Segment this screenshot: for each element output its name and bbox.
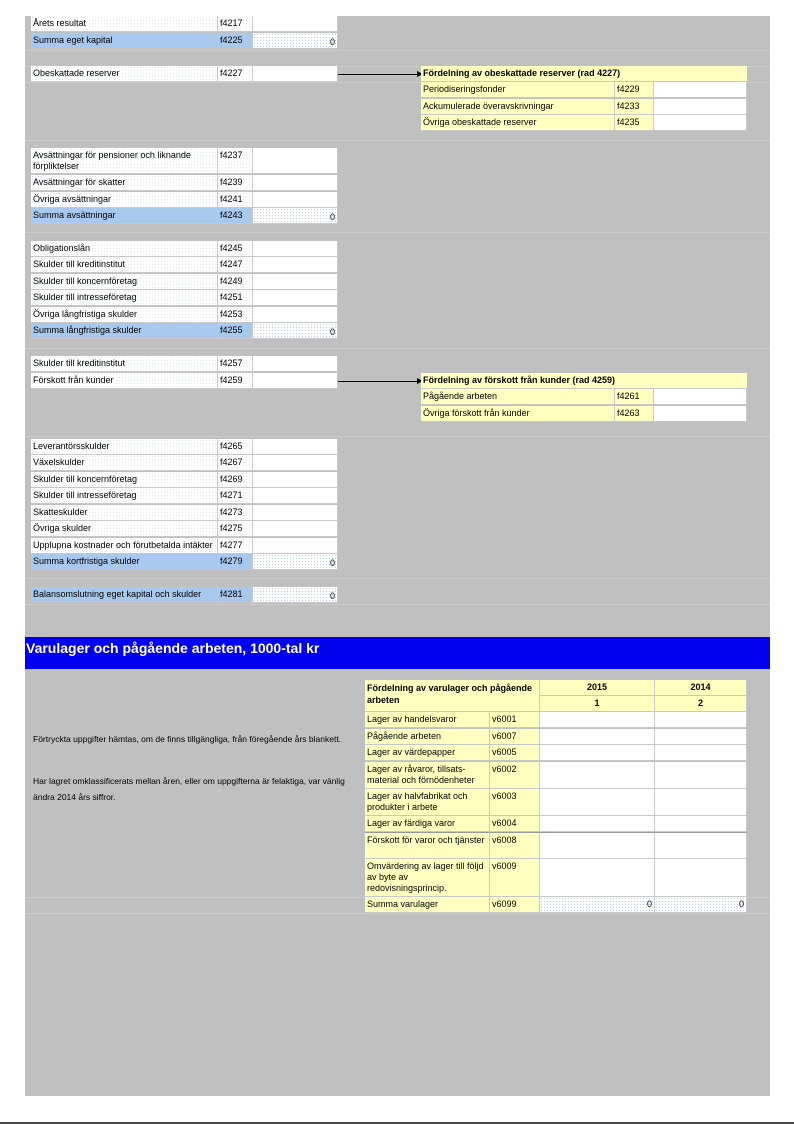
value-input[interactable]: [253, 148, 338, 174]
value-input[interactable]: [253, 521, 338, 537]
row-code: f4269: [218, 472, 253, 488]
row-label: Omvärdering av lager till följd av byte av redovisningsprincip.: [365, 859, 490, 897]
row-code: f4245: [218, 241, 253, 257]
value-input-2015[interactable]: [540, 729, 655, 745]
sum-value: 0: [253, 323, 338, 339]
row-code: f4255: [218, 323, 253, 339]
row-upplupna-kostnader: [31, 538, 338, 554]
row-code: v6007: [490, 729, 540, 745]
row-label: Växelskulder: [31, 455, 218, 471]
row-kortfristig-koncernforetag: [31, 472, 338, 488]
row-label: Avsättningar för skatter: [31, 175, 218, 191]
value-input[interactable]: [253, 192, 338, 208]
row-label: Skulder till kreditinstitut: [31, 356, 218, 372]
row-code: f4251: [218, 290, 253, 306]
row-code: f4263: [615, 406, 654, 422]
sum-value: 0: [253, 33, 338, 49]
row-summa-langfristiga: [31, 323, 338, 339]
value-input[interactable]: [253, 455, 338, 471]
value-input[interactable]: [253, 373, 338, 389]
row-label: Obligationslån: [31, 241, 218, 257]
row-ovriga-avsattningar: [31, 192, 338, 208]
row-label: Övriga obeskattade reserver: [421, 115, 615, 131]
value-input-2015[interactable]: [540, 789, 655, 816]
row-label: Lager av halvfabrikat och produkter i arbete: [365, 789, 490, 816]
row-code: f4281: [218, 587, 253, 603]
row-kortfristig-kreditinstitut: [31, 356, 338, 372]
row-label: Övriga långfristiga skulder: [31, 307, 218, 323]
row-code: v6099: [490, 897, 540, 913]
row-code: f4253: [218, 307, 253, 323]
row-label: Summa långfristiga skulder: [31, 323, 218, 339]
row-code: v6002: [490, 762, 540, 789]
value-input-2014[interactable]: [655, 762, 747, 789]
row-summa-eget-kapital: [31, 33, 338, 49]
row-label: Lager av värdepapper: [365, 745, 490, 761]
value-input[interactable]: [253, 439, 338, 455]
row-code: v6001: [490, 712, 540, 728]
row-separator: [25, 348, 770, 349]
row-label: Obeskattade reserver: [31, 66, 218, 82]
row-code: f4217: [218, 16, 253, 32]
value-input[interactable]: [654, 115, 747, 131]
row-code: f4271: [218, 488, 253, 504]
row-label: Ackumulerade överavskrivningar: [421, 99, 615, 115]
row-skatteskulder: [31, 505, 338, 521]
advances-box-title: Fördelning av förskott från kunder (rad 4259): [421, 373, 747, 389]
row-inv-pagaende-arbeten: [365, 729, 747, 745]
row-label: Skulder till intresseföretag: [31, 290, 218, 306]
row-separator: [25, 50, 770, 51]
row-lager-handelsvaror: [365, 712, 747, 728]
row-summa-avsattningar: [31, 208, 338, 224]
row-label: Periodiseringsfonder: [421, 82, 615, 98]
row-code: f4273: [218, 505, 253, 521]
row-code: f4235: [615, 115, 654, 131]
row-code: f4261: [615, 389, 654, 405]
row-skulder-kreditinstitut: [31, 257, 338, 273]
row-code: v6009: [490, 859, 540, 897]
row-summa-varulager: [365, 897, 747, 913]
row-lager-vardepapper: [365, 745, 747, 761]
row-label: Pågående arbeten: [365, 729, 490, 745]
value-input[interactable]: [253, 290, 338, 306]
row-ackumulerade-overavskrivningar: [421, 99, 747, 115]
row-skulder-intresseforetag: [31, 290, 338, 306]
row-label: Förskott för varor och tjänster: [365, 832, 490, 859]
note-reclassified: Har lagret omklassificerats mellan åren, eller om uppgifterna är felaktiga, var vänlig ändra 2014 års siffror.: [33, 776, 345, 802]
row-label: Övriga skulder: [31, 521, 218, 537]
row-label: Balansomslutning eget kapital och skulder: [31, 587, 218, 603]
value-input-2015[interactable]: [540, 816, 655, 832]
row-summa-kortfristiga: [31, 554, 338, 570]
row-label: Årets resultat: [31, 16, 218, 32]
row-label: Skulder till intresseföretag: [31, 488, 218, 504]
row-label: Leverantörsskulder: [31, 439, 218, 455]
inventory-col2-year: 2014: [655, 680, 747, 696]
value-input[interactable]: [253, 175, 338, 191]
sum-value: 0: [253, 208, 338, 224]
row-avsattningar-skatter: [31, 175, 338, 191]
sum-value: 0: [253, 554, 338, 570]
row-pagaende-arbeten: [421, 389, 747, 405]
row-code: f4227: [218, 66, 253, 82]
row-code: f4265: [218, 439, 253, 455]
row-code: f4237: [218, 148, 253, 174]
row-separator: [25, 604, 770, 605]
row-label: Upplupna kostnader och förutbetalda intäkter: [31, 538, 218, 554]
row-ovriga-forskott: [421, 406, 747, 422]
row-label: Övriga förskott från kunder: [421, 406, 615, 422]
row-separator: [25, 913, 770, 914]
row-label: Summa avsättningar: [31, 208, 218, 224]
note-pretyped: Förtryckta uppgifter hämtas, om de finns tillgängliga, från föregående års blankett.: [33, 734, 342, 744]
row-lager-fardiga-varor: [365, 816, 747, 832]
value-input-2015[interactable]: [540, 762, 655, 789]
row-periodiseringsfonder: [421, 82, 747, 98]
row-label: Summa kortfristiga skulder: [31, 554, 218, 570]
row-code: f4241: [218, 192, 253, 208]
value-input[interactable]: [654, 99, 747, 115]
row-label: Summa varulager: [365, 897, 490, 913]
row-code: f4247: [218, 257, 253, 273]
value-input-2015[interactable]: [540, 712, 655, 728]
reserves-box-title: Fördelning av obeskattade reserver (rad 4227): [421, 66, 747, 82]
row-arets-resultat: [31, 16, 338, 32]
row-label: Lager av handelsvaror: [365, 712, 490, 728]
row-label: Skatteskulder: [31, 505, 218, 521]
value-input-2015[interactable]: [540, 745, 655, 761]
value-input[interactable]: [253, 356, 338, 372]
row-label: Skulder till koncernföretag: [31, 472, 218, 488]
row-code: f4229: [615, 82, 654, 98]
inventory-col1-num: 1: [540, 696, 655, 712]
inventory-header-label: Fördelning av varulager och pågående arbeten: [365, 680, 540, 712]
value-input-2014[interactable]: [655, 729, 747, 745]
row-code: v6004: [490, 816, 540, 832]
value-input[interactable]: [253, 538, 338, 554]
row-label: Pågående arbeten: [421, 389, 615, 405]
value-input-2014[interactable]: [655, 816, 747, 832]
row-forskott-varor-tjanster: [365, 832, 747, 859]
row-label: Övriga avsättningar: [31, 192, 218, 208]
row-leverantorsskulder: [31, 439, 338, 455]
value-input-2014[interactable]: [655, 745, 747, 761]
row-code: v6005: [490, 745, 540, 761]
sum-value: 0: [253, 587, 338, 603]
row-omvardering-lager: [365, 859, 747, 897]
arrow-to-advances-box: [338, 381, 422, 382]
row-ovriga-obeskattade-reserver: [421, 115, 747, 131]
row-kortfristig-intresseforetag: [31, 488, 338, 504]
row-label: Skulder till koncernföretag: [31, 274, 218, 290]
value-input[interactable]: [253, 257, 338, 273]
row-label: Lager av färdiga varor: [365, 816, 490, 832]
row-ovriga-langfristiga: [31, 307, 338, 323]
row-label: Lager av råvaror, tillsats-material och förnödenheter: [365, 762, 490, 789]
value-input[interactable]: [654, 82, 747, 98]
row-code: f4239: [218, 175, 253, 191]
value-input-2014[interactable]: [655, 712, 747, 728]
value-input[interactable]: [654, 389, 747, 405]
row-balansomslutning: [31, 587, 338, 603]
inventory-col2-num: 2: [655, 696, 747, 712]
value-input[interactable]: [253, 16, 338, 32]
value-input[interactable]: [253, 472, 338, 488]
value-input[interactable]: [253, 274, 338, 290]
row-forskott-kunder: [31, 373, 338, 389]
row-code: f4259: [218, 373, 253, 389]
row-label: Förskott från kunder: [31, 373, 218, 389]
row-label: Summa eget kapital: [31, 33, 218, 49]
row-avsattningar-pensioner: [31, 148, 338, 174]
row-label: Avsättningar för pensioner och liknande förpliktelser: [31, 148, 218, 174]
row-ovriga-skulder: [31, 521, 338, 537]
sum-value-2015: 0: [540, 897, 655, 913]
row-code: f4279: [218, 554, 253, 570]
row-code: v6003: [490, 789, 540, 816]
row-code: f4267: [218, 455, 253, 471]
row-obeskattade-reserver: [31, 66, 338, 82]
row-lager-halvfabrikat: [365, 789, 747, 816]
row-obligationslan: [31, 241, 338, 257]
row-label: Skulder till kreditinstitut: [31, 257, 218, 273]
row-skulder-koncernforetag: [31, 274, 338, 290]
row-separator: [25, 140, 770, 141]
row-code: f4257: [218, 356, 253, 372]
row-separator: [25, 232, 770, 233]
value-input-2014[interactable]: [655, 832, 747, 859]
row-lager-ravaror: [365, 762, 747, 789]
row-code: f4249: [218, 274, 253, 290]
row-separator: [25, 578, 770, 579]
value-input[interactable]: [253, 307, 338, 323]
value-input[interactable]: [253, 241, 338, 257]
value-input-2015[interactable]: [540, 832, 655, 859]
row-code: v6008: [490, 832, 540, 859]
row-code: f4243: [218, 208, 253, 224]
value-input-2014[interactable]: [655, 859, 747, 897]
inventory-col1-year: 2015: [540, 680, 655, 696]
row-code: f4275: [218, 521, 253, 537]
sum-value-2014: 0: [655, 897, 747, 913]
section-title: Varulager och pågående arbeten, 1000-tal kr: [25, 637, 770, 669]
row-vaxelskulder: [31, 455, 338, 471]
arrow-to-reserves-box: [338, 74, 422, 75]
row-code: f4233: [615, 99, 654, 115]
value-input-2015[interactable]: [540, 859, 655, 897]
row-code: f4225: [218, 33, 253, 49]
value-input[interactable]: [253, 488, 338, 504]
value-input[interactable]: [253, 66, 338, 82]
value-input[interactable]: [654, 406, 747, 422]
row-separator: [25, 436, 770, 437]
value-input-2014[interactable]: [655, 789, 747, 816]
row-code: f4277: [218, 538, 253, 554]
value-input[interactable]: [253, 505, 338, 521]
